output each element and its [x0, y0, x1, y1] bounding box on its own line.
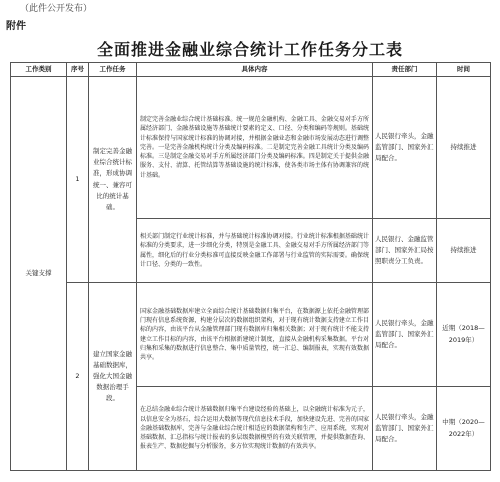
- content-cell: 相关部门制定行业统计标准，并与基础统计标准协调对接。行业统计标准根据基础统计标准的分类要求，进一步细化分类，特别是金融工具、金融交易对手方所属经济部门等属性，细化后的行业分类标准可直接反映金融工作部署与行业监管的实际需要。确保统计口径、分类的一致性。: [137, 219, 373, 283]
- document-title: 全面推进金融业综合统计工作任务分工表: [96, 40, 403, 59]
- task-table: [10, 62, 491, 471]
- content-cell: 制定完善金融业综合统计基础标准。统一规范金融机构、金融工具、金融交易对手方所属经济部门、金融基础设施等基础统计要素的定义、口径、分类和编码等规则。基础统计标准保持与国家统计标准的协调对接，并根据金融业态和金融市场发展动态进行调整完善。一是完善金融机构统计分类及编码标准。二是制定完善金融工具统计分类及编码标准。三是制定金融交易对手方所属经济部门分类及编码标准。四是制定关于提供金融服务、支付、清算、托管结算等基础设施的统计标准，使各类市场主体有协调兼容的统计基础。: [137, 77, 373, 219]
- header-content: 具体内容: [137, 63, 373, 77]
- publication-notice: （此件公开发布）: [20, 4, 93, 14]
- table-header-row: [11, 63, 491, 77]
- department-cell: 人民银行牵头，金融监管部门、国家外汇局配合。: [373, 283, 437, 387]
- department-cell: 人民银行牵头，金融监管部门、国家外汇局配合。: [373, 77, 437, 219]
- header-task: 工作任务: [89, 63, 137, 77]
- work-task-2: 建立国家金融基础数据库，强化大国金融数据治理手段。: [89, 283, 137, 471]
- table-row: [11, 283, 491, 387]
- department-cell: 人民银行牵头，金融监管部门、国家外汇局配合。: [373, 387, 437, 471]
- header-number: 序号: [67, 63, 89, 77]
- header-department: 责任部门: [373, 63, 437, 77]
- work-category-cell: 关键支撑: [11, 77, 67, 471]
- department-cell: 人民银行、金融监管部门、国家外汇局按照职责分工负责。: [373, 219, 437, 283]
- header-category: 工作类别: [11, 63, 67, 77]
- header-time: 时间: [437, 63, 491, 77]
- content-cell: 在总结金融业综合统计基础数据归集平台建设经验的基础上，以全融统计标准为元子，以信息安全为基石，综合运用大数据等现代信息技术手段，加快建设先进、完善的国家金融基础数据库，完善与金融业综合统计相适应的数据架构和生产、应用系统，实现对基础数据、汇总指标与统计报表的多层级数据模型的有效关联管理，并提供数据查询、报表生产、数据挖掘与分析服务，多方位实现统计数据的有效共享。: [137, 387, 373, 471]
- task-number-2: 2: [67, 283, 89, 471]
- task-number-1: 1: [67, 77, 89, 283]
- time-cell: 持续推进: [437, 219, 491, 283]
- time-cell: 近期（2018—2019年）: [437, 283, 491, 387]
- work-task-1: 制定完善金融业综合统计标准，形成协调统一、兼容可比的统计基础。: [89, 77, 137, 283]
- time-cell: 中期（2020—2022年）: [437, 387, 491, 471]
- table-row: [11, 77, 491, 219]
- content-cell: 国家金融基础数据库建立全面综合统计基础数据归集平台，在数据源上依托金融管理部门现有信息系统资源，构建分层次的数据组织架构，对于现有统计数据支持建立工作目标的内容，由该平台从金融管理部门现有数据库归集相关数据；对于现有统计不能支持建立工作目标的内容，由该平台根据新建统计制度，直接从金融机构采集数据。平台对归集和采集的数据进行信息整合、集中质量管控，统一汇总、编制报表，实现有效数据共享。: [137, 283, 373, 387]
- time-cell: 持续推进: [437, 77, 491, 219]
- attachment-label: 附件: [6, 21, 26, 32]
